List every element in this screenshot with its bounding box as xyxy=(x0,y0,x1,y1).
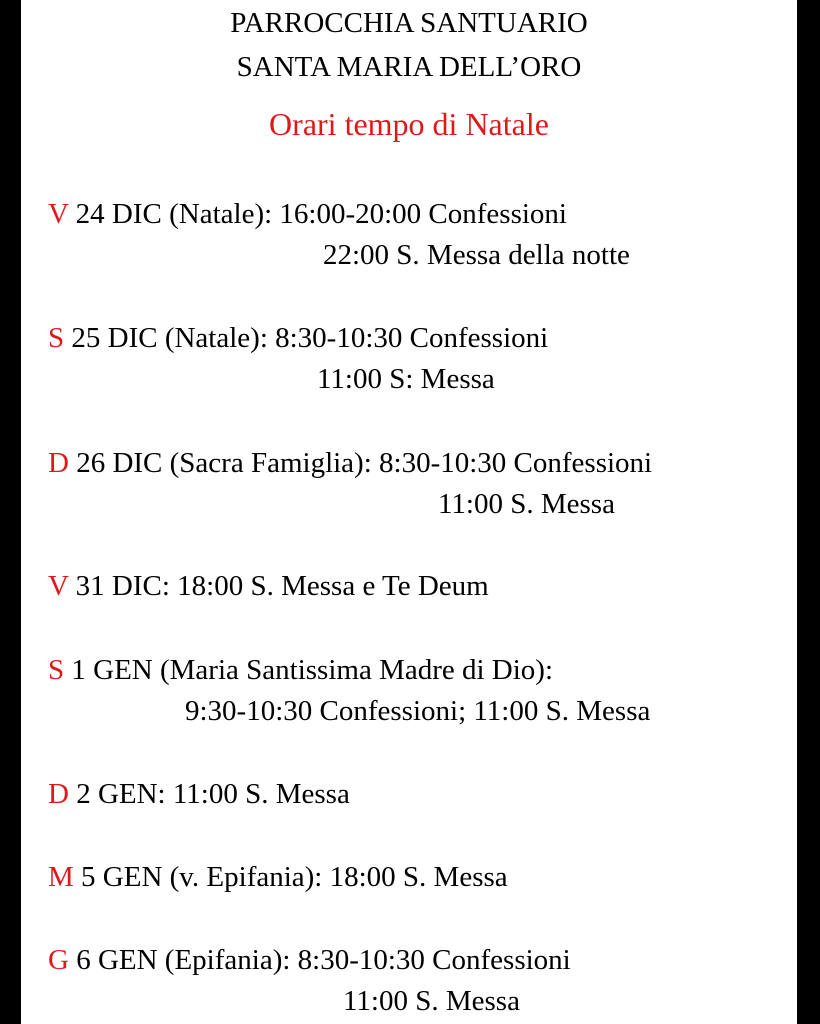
entry-1-gen-continuation: 9:30-10:30 Confessioni; 11:00 S. Messa xyxy=(185,695,651,727)
day-letter: D xyxy=(48,778,69,810)
entry-text: 5 GEN (v. Epifania): 18:00 S. Messa xyxy=(73,861,508,893)
day-letter: D xyxy=(48,447,69,479)
entry-1-gen xyxy=(48,653,553,687)
day-letter: M xyxy=(48,861,74,893)
entry-24-dic-continuation: 22:00 S. Messa della notte xyxy=(323,239,630,271)
entry-6-gen-continuation: 11:00 S. Messa xyxy=(343,985,520,1017)
day-letter: G xyxy=(48,944,69,976)
entry-text: 31 DIC: 18:00 S. Messa e Te Deum xyxy=(68,570,489,602)
schedule-title: Orari tempo di Natale xyxy=(269,106,549,142)
entry-text: 25 DIC (Natale): 8:30-10:30 Confessioni xyxy=(64,322,549,354)
parish-name-line-2: SANTA MARIA DELL’ORO xyxy=(236,51,582,83)
day-letter: V xyxy=(48,570,69,602)
entry-6-gen xyxy=(48,943,571,977)
entry-text: 6 GEN (Epifania): 8:30-10:30 Confessioni xyxy=(68,944,571,976)
entry-5-gen xyxy=(48,860,508,894)
day-letter: V xyxy=(48,198,69,230)
day-letter: S xyxy=(48,654,65,686)
entry-2-gen xyxy=(48,777,350,811)
entry-26-dic-continuation: 11:00 S. Messa xyxy=(438,488,615,520)
entry-25-dic-continuation: 11:00 S: Messa xyxy=(317,363,495,395)
entry-25-dic xyxy=(48,321,548,355)
day-letter: S xyxy=(48,322,65,354)
entry-26-dic xyxy=(48,446,652,480)
entry-24-dic xyxy=(48,197,567,231)
entry-text: 26 DIC (Sacra Famiglia): 8:30-10:30 Confessioni xyxy=(68,447,653,479)
entry-text: 24 DIC (Natale): 16:00-20:00 Confessioni xyxy=(68,198,567,230)
entry-text: 2 GEN: 11:00 S. Messa xyxy=(68,778,350,810)
entry-text: 1 GEN (Maria Santissima Madre di Dio): xyxy=(64,654,554,686)
entry-31-dic xyxy=(48,569,489,603)
parish-name-line-1: PARROCCHIA SANTUARIO xyxy=(230,7,588,39)
schedule-sheet xyxy=(21,0,797,1024)
